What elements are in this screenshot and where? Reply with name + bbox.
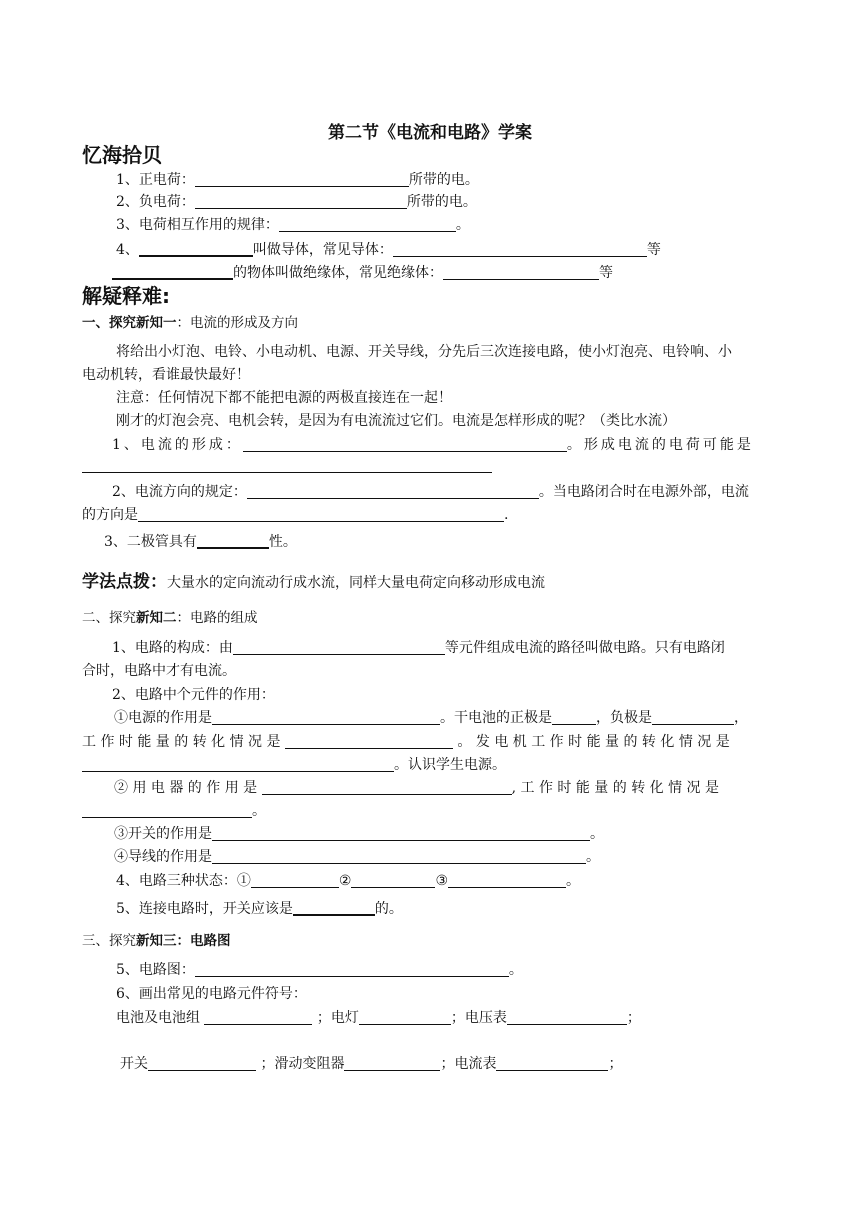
p3-negative-blank[interactable]: [652, 709, 734, 725]
paragraph-activity-line2: 电动机转，看谁最快最好！: [82, 367, 250, 383]
p6-text: , 工 作 时 能 量 的 转 化 情 况 是: [511, 780, 720, 796]
question-current-direction: [112, 483, 749, 501]
question-power-source: [114, 709, 748, 727]
p1-blank[interactable]: [233, 639, 445, 655]
question-wire-role: [114, 848, 600, 866]
tip-text: 大量水的定向流动行成水流，同样大量电荷定向移动形成电流: [167, 575, 545, 591]
c2-direction-blank[interactable]: [138, 506, 504, 522]
p5-blank[interactable]: [82, 756, 394, 772]
p8-label: ③开关的作用是: [114, 826, 212, 842]
p8-suffix: 。: [590, 826, 604, 842]
c1-label: 1、电流的形成：: [112, 437, 243, 453]
question-current-formation: [112, 436, 754, 454]
p8-blank[interactable]: [212, 825, 590, 841]
p6-label: ② 用 电 器 的 作 用 是: [114, 780, 258, 796]
explore2-prefix: 二、探究: [82, 610, 136, 626]
p5-text: 。认识学生电源。: [394, 757, 506, 773]
c3-suffix: 性。: [268, 534, 297, 550]
p10-suffix: 。: [566, 873, 581, 889]
p9-suffix: 。: [586, 849, 600, 865]
explore3-heading: [82, 932, 231, 950]
p4-blank[interactable]: [285, 733, 453, 749]
p3-label: ①电源的作用是: [114, 710, 212, 726]
explore2-subtitle: ：电路的组成: [176, 610, 258, 626]
q1-label: 1、正电荷：: [116, 172, 195, 188]
s4-p1-label: 5、电路图：: [116, 962, 195, 978]
symbol-switch-blank[interactable]: [148, 1055, 256, 1071]
question-circuit-states: [116, 872, 580, 890]
q4-blank-conductor-examples[interactable]: [393, 241, 647, 257]
q3-blank[interactable]: [279, 216, 456, 232]
symbol-voltmeter-blank[interactable]: [507, 1009, 627, 1025]
question-diode: [104, 532, 297, 551]
p3-text2: ，负极是: [596, 710, 652, 726]
c2-line2-label: 的方向是: [82, 507, 138, 523]
question-switch-role: [114, 825, 604, 843]
q2-suffix: 所带的电。: [406, 194, 477, 210]
c2-label: 2、电流方向的规定：: [112, 484, 247, 500]
symbol-battery-blank[interactable]: [204, 1009, 312, 1025]
explore3-title: 新知三：电路图: [136, 933, 231, 949]
p3-suffix: ，: [734, 710, 748, 726]
p10-mark-2: ②: [338, 873, 352, 889]
symbol-switch-label: 开关: [120, 1056, 148, 1072]
p7-blank[interactable]: [82, 802, 252, 818]
symbol-voltmeter-label: ；电压表: [450, 1010, 507, 1026]
paragraph-activity-line1: 将给出小灯泡、电铃、小电动机、电源、开关导线，分先后三次连接电路，使小灯泡亮、电铃响、小: [116, 344, 732, 360]
explore2-title: 新知二: [136, 610, 177, 626]
q4-insulator-text: 的物体叫做绝缘体，常见绝缘体：: [233, 265, 443, 281]
q3-label: 3、电荷相互作用的规律：: [116, 217, 279, 233]
explore1-subtitle: ：电流的形成及方向: [176, 315, 298, 331]
p3-role-blank[interactable]: [212, 709, 440, 725]
symbol-ammeter-blank[interactable]: [496, 1055, 608, 1071]
s4-p1-suffix: 。: [508, 962, 523, 978]
q4-blank-insulator[interactable]: [112, 263, 233, 280]
q4-label: 4、: [116, 242, 139, 258]
explore3-prefix: 三、探究: [82, 933, 136, 949]
question-positive-charge: [116, 171, 479, 189]
study-tip: [82, 571, 545, 594]
question-draw-symbols: 6、画出常见的电路元件符号：: [116, 986, 307, 1002]
symbol-ammeter-label: ；电流表: [440, 1056, 497, 1072]
c1-charge-blank[interactable]: [82, 472, 492, 473]
p9-label: ④导线的作用是: [114, 849, 212, 865]
q4-insulator-suffix: 等: [599, 265, 613, 281]
p6-role-blank[interactable]: [262, 779, 512, 795]
symbol-battery-label: 电池及电池组: [116, 1010, 200, 1026]
p3-text: 。干电池的正极是: [440, 710, 552, 726]
question-energy-conversion: [82, 733, 730, 751]
symbol-lamp-label: ；电灯: [316, 1010, 359, 1026]
symbols-row-2: [120, 1055, 622, 1073]
symbol-row1-end: ；: [626, 1010, 641, 1026]
q1-blank[interactable]: [195, 171, 409, 187]
question-component-roles: 2、电路中个元件的作用：: [112, 687, 275, 703]
p9-blank[interactable]: [212, 848, 586, 864]
symbol-row2-end: ；: [608, 1056, 623, 1072]
question-appliance-conversion: [82, 802, 266, 820]
c3-blank[interactable]: [197, 532, 269, 549]
s4-p1-blank[interactable]: [195, 961, 509, 977]
question-insulator: [112, 263, 613, 282]
p11-label: 5、连接电路时，开关应该是: [116, 901, 293, 917]
p1-text: 等元件组成电流的路径叫做电路。只有电路闭: [444, 640, 725, 656]
symbol-rheostat-label: ；滑动变阻器: [260, 1056, 345, 1072]
p10-label: 4、电路三种状态：①: [116, 873, 251, 889]
question-circuit-diagram: [116, 961, 523, 979]
q4-blank-insulator-examples[interactable]: [443, 264, 599, 280]
q3-suffix: 。: [455, 217, 470, 233]
symbols-row-1: [116, 1009, 641, 1027]
tip-label: 学法点拨：: [82, 572, 167, 592]
explore1-title: 一、探究新知一: [82, 315, 177, 331]
question-negative-charge: [116, 193, 477, 211]
question-circuit-composition-line2: 合时，电路中才有电流。: [82, 663, 236, 679]
q1-suffix: 所带的电。: [408, 172, 479, 188]
question-charge-law: [116, 216, 470, 234]
section-heading-review: 忆海拾贝: [82, 143, 162, 167]
p10-blank-3[interactable]: [448, 872, 566, 888]
p11-blank[interactable]: [293, 899, 375, 916]
p1-label: 1、电路的构成：由: [112, 640, 233, 656]
p4-text: 。 发 电 机 工 作 时 能 量 的 转 化 情 况 是: [457, 734, 730, 750]
explore2-heading: [82, 609, 258, 627]
c2-blank[interactable]: [247, 483, 539, 499]
question-appliance-role: [114, 779, 719, 797]
note-text: 注意：任何情况下都不能把电源的两极直接连在一起！: [116, 390, 452, 406]
q2-blank[interactable]: [195, 193, 407, 209]
question-switch-state: [116, 899, 403, 918]
symbol-rheostat-blank[interactable]: [344, 1055, 440, 1071]
question-circuit-composition: [112, 639, 725, 657]
q4-suffix: 等: [646, 242, 661, 258]
c1-blank[interactable]: [243, 436, 567, 452]
q2-label: 2、负电荷：: [116, 194, 195, 210]
p10-mark-3: ③: [435, 873, 449, 889]
explore1-heading: [82, 314, 298, 332]
question-generator-conversion: [82, 756, 506, 774]
question-current-direction-line2: [82, 506, 508, 524]
p10-blank-2[interactable]: [351, 872, 435, 888]
question-conductor: [116, 240, 661, 259]
page-title: 第二节《电流和电路》学案: [328, 123, 532, 143]
paragraph-intro: 刚才的灯泡会亮、电机会转，是因为有电流流过它们。电流是怎样形成的呢？（类比水流）: [116, 413, 676, 429]
p3-positive-blank[interactable]: [552, 709, 596, 725]
p11-suffix: 的。: [374, 901, 403, 917]
p4-label: 工 作 时 能 量 的 转 化 情 况 是: [82, 734, 281, 750]
c2-suffix: 。当电路闭合时在电源外部，电流: [538, 484, 749, 500]
symbol-lamp-blank[interactable]: [359, 1009, 451, 1025]
c2-line2-suffix: .: [504, 507, 509, 523]
p10-blank-1[interactable]: [251, 872, 339, 888]
section-heading-explain: 解疑释难:: [82, 284, 170, 308]
p7-text: 。: [252, 803, 266, 819]
c3-label: 3、二极管具有: [104, 534, 197, 550]
c1-suffix: 。形成电流的电荷可能是: [566, 437, 754, 453]
q4-blank-conductor[interactable]: [139, 240, 253, 257]
q4-text: 叫做导体，常见导体：: [252, 242, 393, 258]
